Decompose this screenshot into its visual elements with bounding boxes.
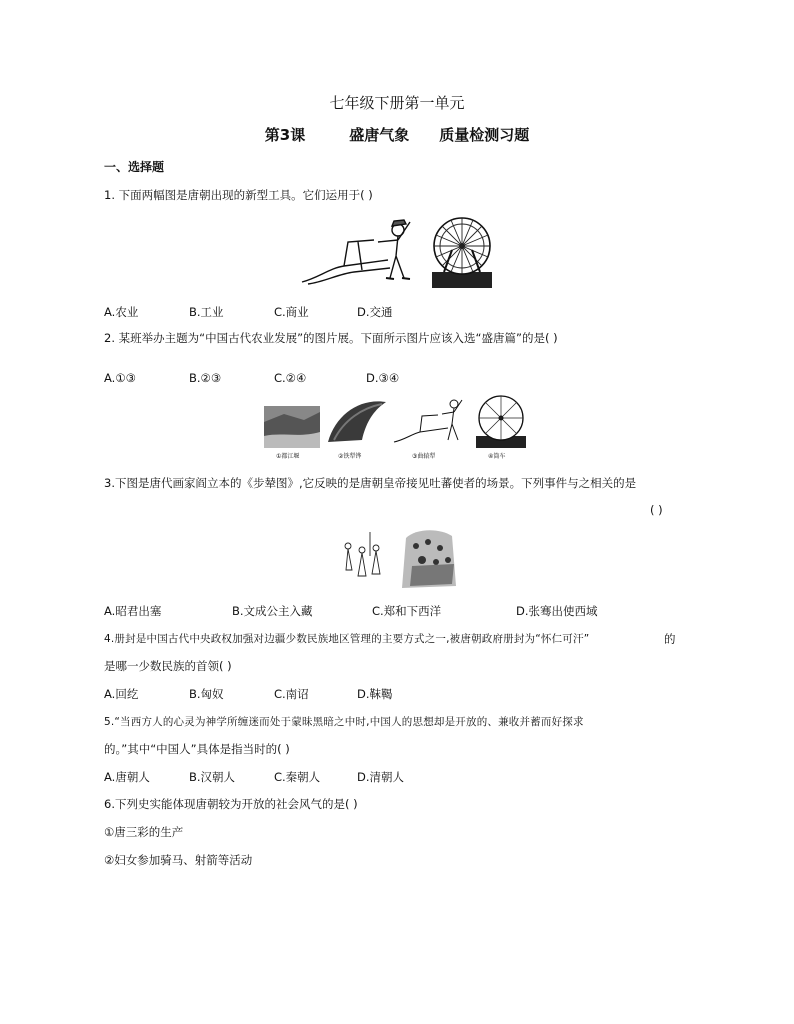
q3-option-b: B.文成公主入藏 <box>232 604 313 618</box>
water-wheel-illustration <box>432 218 492 288</box>
q4-stem-line2: 是哪一少数民族的首领( ) <box>104 659 232 673</box>
q1-option-c: C.商业 <box>274 305 309 319</box>
q5-option-d: D.清朝人 <box>357 770 405 784</box>
q3-option-a: A.昭君出塞 <box>104 604 162 618</box>
q2-option-c: C.②④ <box>274 371 307 385</box>
exercise-kind: 质量检测习题 <box>439 126 530 144</box>
q1-option-b: B.工业 <box>189 305 224 319</box>
q4-option-a: A.回纥 <box>104 687 139 701</box>
q3-option-d: D.张骞出使西域 <box>516 604 598 618</box>
q4-option-c: C.南诏 <box>274 687 309 701</box>
q2-option-b: B.②③ <box>189 371 222 385</box>
section-title: 一、选择题 <box>104 160 165 174</box>
q6-stem: 6.下列史实能体现唐朝较为开放的社会风气的是( ) <box>104 797 358 811</box>
q4-option-b: B.匈奴 <box>189 687 224 701</box>
q2-caption-4: ④筒车 <box>488 453 506 460</box>
q1-stem: 1. 下面两幅图是唐朝出现的新型工具。它们运用于( ) <box>104 188 373 202</box>
q5-option-a: A.唐朝人 <box>104 770 150 784</box>
q2-caption-2: ②铁犁铧 <box>338 453 362 460</box>
q5-option-c: C.秦朝人 <box>274 770 321 784</box>
q4-option-d: D.靺鞨 <box>357 687 393 701</box>
q3-stem: 3.下图是唐代画家阎立本的《步辇图》,它反映的是唐朝皇帝接见吐蕃使者的场景。下列事件与之相关的是 <box>104 476 637 490</box>
q2-option-d: D.③④ <box>366 371 400 385</box>
q2-caption-1: ①都江堰 <box>276 453 300 460</box>
q2-option-a: A.①③ <box>104 371 136 385</box>
q2-stem: 2. 某班举办主题为“中国古代农业发展”的图片展。下面所示图片应该入选“盛唐篇”的是( ) <box>104 331 558 345</box>
lesson-number: 第3课 <box>264 126 306 144</box>
q2-caption-3: ③曲辕犁 <box>412 453 436 460</box>
q3-option-c: C.郑和下西洋 <box>372 604 442 618</box>
q2-figure <box>264 392 534 462</box>
lesson-title <box>0 124 794 145</box>
water-wheel-photo <box>476 396 526 460</box>
dujiangyan-photo <box>264 406 320 460</box>
q1-option-a: A.农业 <box>104 305 139 319</box>
q4-stem-line1: 4.册封是中国古代中央政权加强对边疆少数民族地区管理的主要方式之一,被唐朝政府册封为“怀仁可汗” <box>104 633 590 645</box>
q6-item-1: ①唐三彩的生产 <box>104 825 184 839</box>
q1-option-d: D.交通 <box>357 305 393 319</box>
iron-plowshare-photo <box>328 401 386 460</box>
lesson-topic: 盛唐气象 <box>349 126 410 144</box>
curved-plow-photo <box>394 400 462 460</box>
q4-stem-tail: 的 <box>664 632 676 646</box>
q5-option-b: B.汉朝人 <box>189 770 236 784</box>
q5-stem-line2: 的。”其中“中国人”具体是指当时的( ) <box>104 742 290 756</box>
curved-plow-illustration <box>302 220 410 284</box>
q3-paren: ( ) <box>650 503 663 517</box>
buniantu-figure <box>336 526 460 596</box>
q5-stem-line1: 5.“当西方人的心灵为神学所缠迷而处于蒙昧黑暗之中时,中国人的思想却是开放的、兼收并蓄而好探求 <box>104 716 584 728</box>
emperor-palanquin-group <box>402 530 456 588</box>
q1-figure <box>298 212 496 290</box>
unit-heading: 七年级下册第一单元 <box>329 94 465 112</box>
q6-item-2: ②妇女参加骑马、射箭等活动 <box>104 853 253 867</box>
